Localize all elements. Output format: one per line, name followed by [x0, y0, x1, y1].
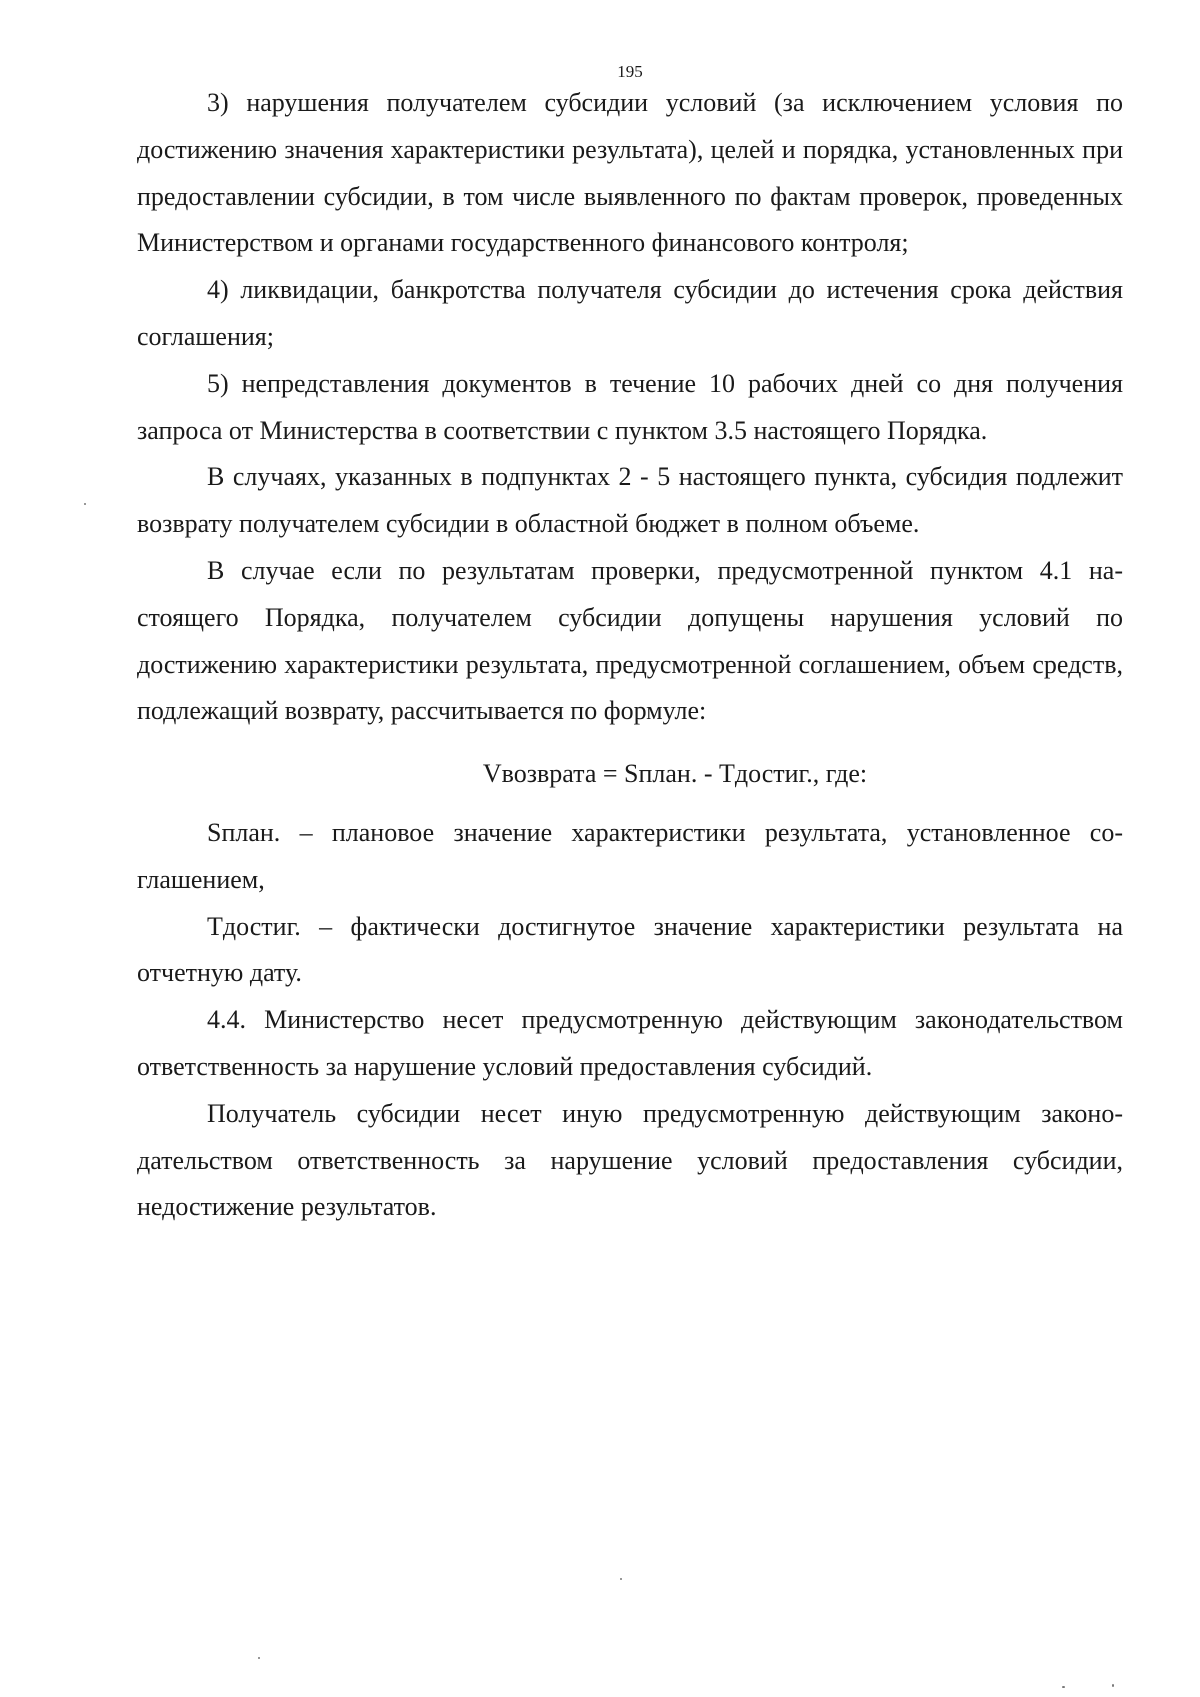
scan-speck [258, 1657, 260, 1659]
scan-speck [1062, 1686, 1065, 1688]
paragraph-recipient-liability: Получатель субсидии несет иную предусмотренную действующим законодательством ответственность за нарушение условий предоставления субсидии, недостижение результатов. [137, 1098, 1123, 1222]
definition-s-plan: Sплан. – плановое значение характеристики результата, установленное соглашением, [137, 817, 1123, 894]
paragraph-item-3: 3) нарушения получателем субсидии условий (за исключением условия по достижению значения характеристики результата), целей и порядка, установленных при предоставлении субсидии, в том числе выявленного по фактам проверок, проведенных Министерством и органами государственного финансового контроля; [137, 88, 1123, 258]
paragraph-refund-formula-intro: В случае если по результатам проверки, предусмотренной пунктом 4.1 настоящего Порядка, получателем субсидии допущены нарушения условий по достижению характеристики результата, предусмотренной соглашением, объем средств, подлежащий возврату, рассчитывается по формуле: [137, 555, 1123, 726]
refund-formula: Vвозврата = Sплан. - Tдостиг., где: [482, 759, 868, 789]
paragraph-item-5: 5) непредставления документов в течение 10 рабочих дней со дня получения запроса от Министерства в соответствии с пунктом 3.5 настоящего Порядка. [137, 368, 1123, 445]
document-body [137, 80, 1123, 1231]
scan-speck [1112, 1684, 1114, 1687]
paragraph-refund-cases: В случаях, указанных в подпунктах 2 - 5 настоящего пункта, субсидия подлежит возврату получателем субсидии в областной бюджет в полном объеме. [137, 462, 1123, 539]
paragraph-item-4: 4) ликвидации, банкротства получателя субсидии до истечения срока действия соглашения; [137, 275, 1123, 351]
scan-speck [84, 503, 86, 505]
scan-speck [620, 1578, 622, 1580]
definition-t-achieved: Tдостиг. – фактически достигнутое значение характеристики результата на отчетную дату. [137, 911, 1123, 988]
paragraph-4-4: 4.4. Министерство несет предусмотренную действующим законодательством ответственность за нарушение условий предоставления субсидий. [137, 1005, 1123, 1081]
page-number: 195 [617, 62, 643, 81]
